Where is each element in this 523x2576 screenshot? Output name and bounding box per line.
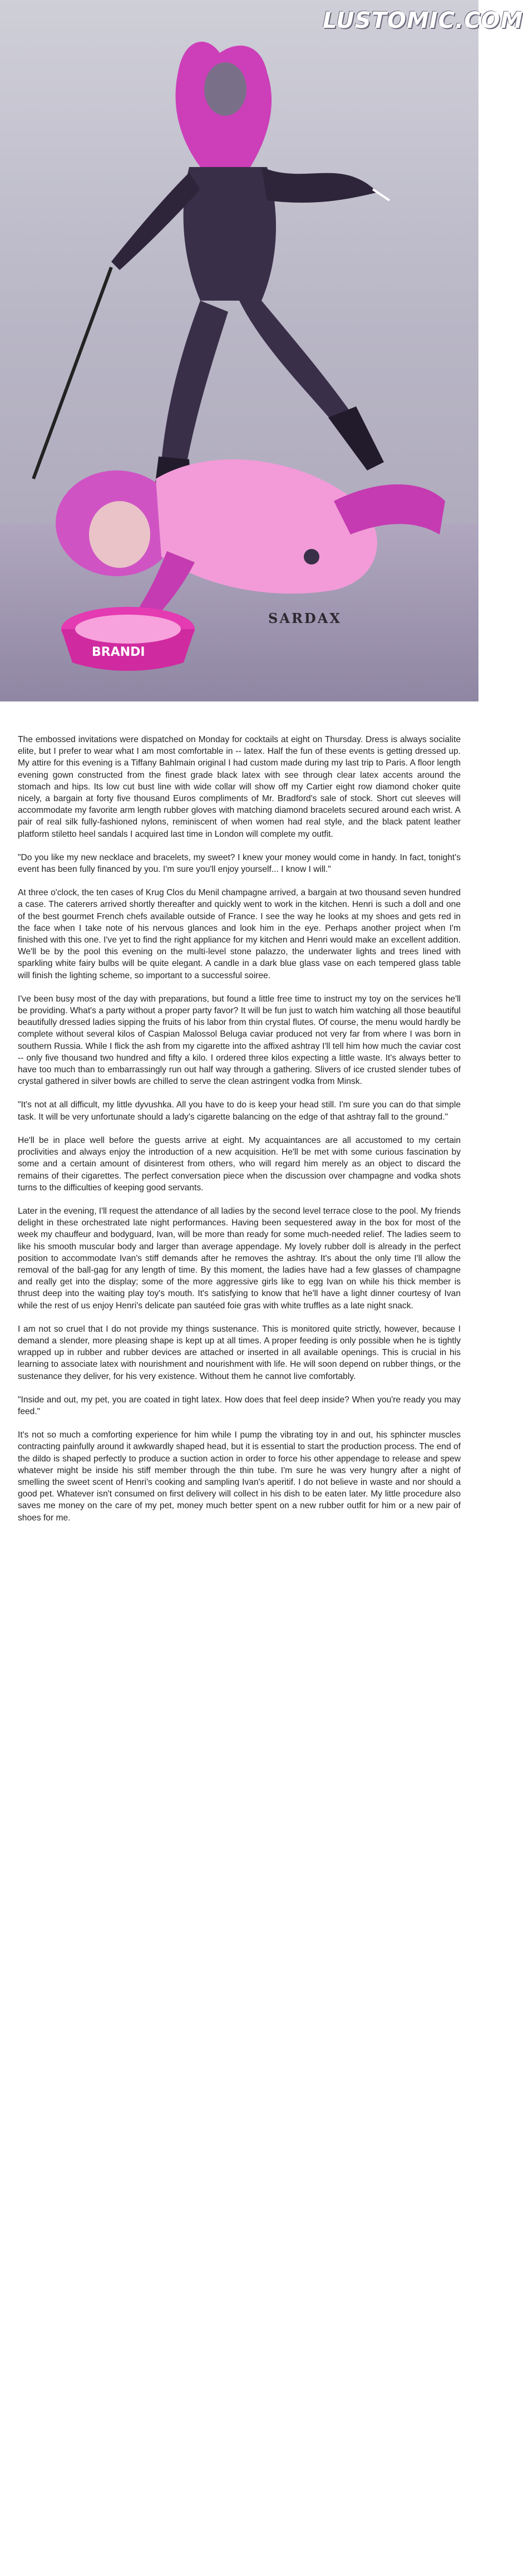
artist-signature: SARDAX: [268, 610, 342, 626]
story-text: [18, 734, 461, 1535]
story-paragraph: At three o'clock, the ten cases of Krug Clos du Menil champagne arrived, a bargain at two thousand seven hundred a case. The caterers arrived shortly thereafter and quickly went to work in the kitchen. Henri is such a doll and one of the best gourmet French chefs available outside of France. I see the way he looks at my shoes and gets red in the face when I take note of his nervous glances and look him in the eye. Perhaps another project when I'm finished with this one. I've yet to find the right appliance for my kitchen and Henri would make an excellent addition. We'll be by the pool this evening on the multi-level stone palazzo, the underwater lights and trees lined with sparkling white fairy bulbs will be quite elegant. A candle in a dark blue glass vase on each tempered glass table will finish the lighting scheme, so important to a successful soiree.: [18, 888, 461, 980]
story-paragraph: I am not so cruel that I do not provide my things sustenance. This is monitored quite strictly, however, because I demand a slender, more pleasing shape is kept up at all times. A proper feeding is only possible when he is tightly wrapped up in rubber and rubber devices are attached or inserted in all available openings. This is crucial in his learning to associate latex with nourishment and nourishment with life. He will soon depend on rubber things, or the sustenance they deliver, for his very existence. Without them he cannot live comfortably.: [18, 1324, 461, 1381]
story-paragraph: "It's not at all difficult, my little dyvushka. All you have to do is keep your head still. I'm sure you can do that simple task. It will be very unfortunate should a lady's cigarette balancing on the edge of that ashtray fall to the ground.": [18, 1100, 461, 1122]
story-paragraph: He'll be in place well before the guests arrive at eight. My acquaintances are all accustomed to my certain proclivities and always enjoy the introduction of a new acquisition. He'll be met with some curious fascination by some and a certain amount of disinterest from others, who will regard him merely as an object to discard the remains of their cigarettes. The perfect conversation piece when the discussion over champagne and vodka shots turns to the difficulties of keeping good servants.: [18, 1135, 461, 1193]
standing-figure: [33, 42, 389, 501]
story-paragraph: "Do you like my new necklace and bracelets, my sweet? I knew your money would come in handy. In fact, tonight's event has been fully financed by you. I'm sure you'll enjoy yourself... I know I will.": [18, 852, 461, 875]
story-paragraph: Later in the evening, I'll request the attendance of all ladies by the second level terrace close to the pool. My friends delight in these orchestrated late night performances. Having been sequestered away in the box for most of the week my chauffeur and bodyguard, Ivan, will be more than ready for some much-needed relief. The ladies seem to like his smooth muscular body and larger than average appendage. My lovely rubber doll is already in the perfect position to accommodate Ivan's stiff demands after he removes the ashtray. It's about the only time I'll allow the removal of the ball-gag for any length of time. By this moment, the ladies have had a few glasses of champagne and really get into the display; some of the more aggressive girls like to egg Ivan on while his thick member is thrust deep into the waiting play toy's mouth. It's satisfying to know that he'll have a light dinner courtesy of Ivan while the rest of us enjoy Henri's delicate pan sautéed foie gras with white truffles as a late night snack.: [18, 1206, 461, 1311]
story-paragraph: I've been busy most of the day with preparations, but found a little free time to instruct my toy on the services he'll be providing. What's a party without a proper party favor? It will be fun just to watch him watching all those beautiful beautifully dressed ladies sipping the fruits of his labor from thin crystal flutes. Of course, the menu would hardly be complete without several kilos of Caspian Malossol Beluga caviar produced not very far from where I was born in southern Russia. While I flick the ash from my cigarette into the affixed ashtray I'll tell him how much the caviar cost -- only five thousand two hundred and fifty a kilo. I ordered three kilos expecting a little waste. It's always better to have too much than to embarrassingly run out half way through a gathering. Slivers of ice crusted slender tubes of crystal gathered in silver bowls are chilled to serve the clean astringent vodka from Minsk.: [18, 994, 461, 1087]
kneeling-figure: [56, 459, 445, 629]
pet-bowl: [61, 607, 195, 671]
story-paragraph: "Inside and out, my pet, you are coated in tight latex. How does that feel deep inside? When you're ready you may feed.": [18, 1395, 461, 1416]
bowl-label: BRANDI: [92, 645, 145, 659]
illustration-art: [0, 0, 523, 701]
brand-logo: LUSTOMIC.COM: [323, 8, 523, 33]
story-paragraph: It's not so much a comforting experience for him while I pump the vibrating toy in and out, his sphincter muscles contracting painfully around it awkwardly shaped head, but it is essential to start the production process. The end of the dildo is shaped perfectly to produce a suction action in order to force his other appendage to release and spew whatever might be inside his stiff member through the thin tube. I'm sure he was very hungry after a night of smelling the sweet scent of Henri's cooking and sampling Ivan's aperitif. I do not believe in waste and nor should a good pet. Whatever isn't consumed on first delivery will collect in his dish to be eaten later. My little procedure also saves me money on the care of my pet, money much better spent on a new rubber outfit for him or a new pair of shoes for me.: [18, 1430, 461, 1523]
comic-illustration: [0, 0, 523, 701]
story-paragraph: The embossed invitations were dispatched on Monday for cocktails at eight on Thursday. Dress is always socialite elite, but I prefer to wear what I am most comfortable in -- latex. Half the fun of these events is getting dressed up. My attire for this evening is a Tiffany Bahlmain original I had custom made during my last trip to Paris. A floor length evening gown constructed from the finest grade black latex with see through clear latex accents around the stomach and hips. Its low cut bust line with wide collar will show off my Cartier eight row diamond choker quite nicely, a bargain at forty five thousand Euros compliments of Mr. Bradford's sale of stock. Short cut sleeves will accommodate my favorite arm length rubber gloves with matching diamond bracelets secured around each wrist. A pair of real silk fully-fashioned nylons, reminiscent of when women had real style, and the black patent leather platform stiletto heel sandals I acquired last time in London will complete my outfit.: [18, 735, 461, 839]
